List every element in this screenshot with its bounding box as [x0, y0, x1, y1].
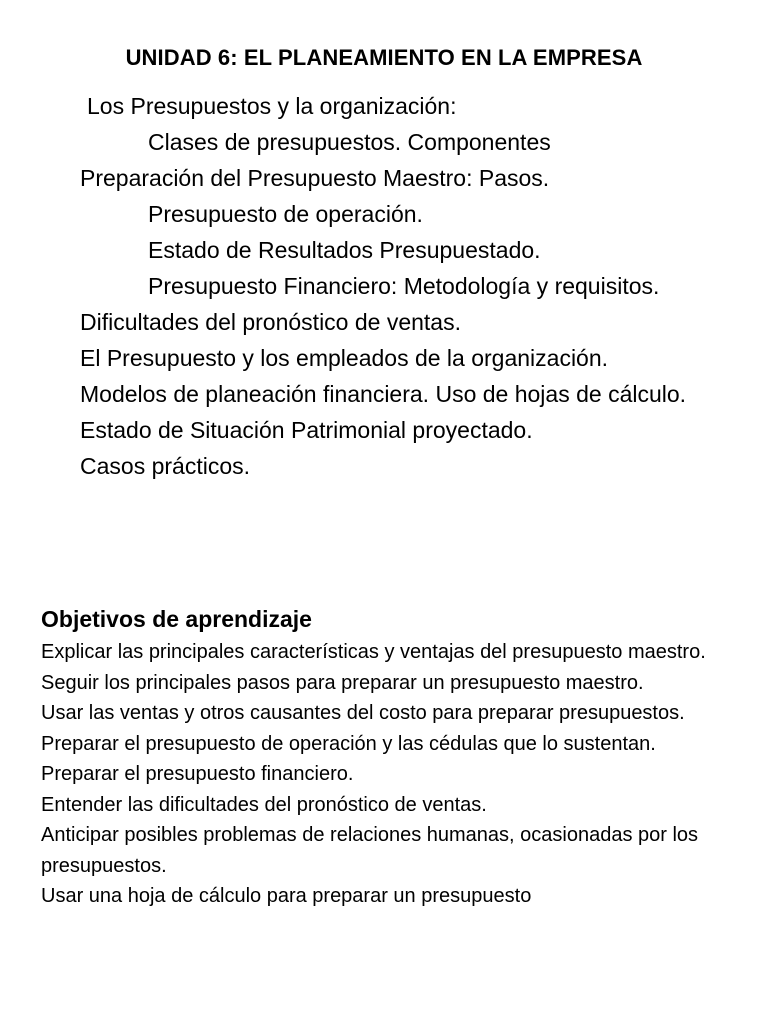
contents-item: Dificultades del pronóstico de ventas. — [80, 309, 461, 335]
objective-item: Anticipar posibles problemas de relaciones humanas, ocasionadas por los presupuestos. — [41, 824, 699, 877]
objectives-list — [41, 637, 741, 912]
objective-item: Usar una hoja de cálculo para preparar un presupuesto — [41, 885, 532, 907]
objective-item: Preparar el presupuesto financiero. — [41, 763, 354, 785]
objective-item: Entender las dificultades del pronóstico de ventas. — [41, 793, 487, 816]
contents-item: Modelos de planeación financiera. Uso de hojas de cálculo. — [80, 381, 687, 407]
contents-item: Presupuesto de operación. — [148, 201, 423, 227]
objectives-heading: Objetivos de aprendizaje — [41, 606, 312, 632]
contents-item: Los Presupuestos y la organización: — [87, 93, 457, 119]
objective-item: Preparar el presupuesto de operación y las cédulas que lo sustentan. — [41, 732, 656, 755]
unit-contents-list — [80, 88, 740, 484]
contents-item: Casos prácticos. — [80, 453, 251, 479]
objective-item: Usar las ventas y otros causantes del costo para preparar presupuestos. — [41, 702, 685, 724]
contents-item: Estado de Resultados Presupuestado. — [148, 237, 541, 263]
objective-item: Seguir los principales pasos para preparar un presupuesto maestro. — [41, 671, 644, 694]
page-title: UNIDAD 6: EL PLANEAMIENTO EN LA EMPRESA — [125, 45, 643, 70]
contents-item: El Presupuesto y los empleados de la organización. — [80, 345, 609, 371]
contents-item: Clases de presupuestos. Componentes — [148, 129, 551, 155]
contents-item: Estado de Situación Patrimonial proyectado. — [80, 417, 533, 443]
contents-item: Presupuesto Financiero: Metodología y requisitos. — [148, 273, 660, 299]
objective-item: Explicar las principales características y ventajas del presupuesto maestro. — [41, 641, 706, 663]
contents-item: Preparación del Presupuesto Maestro: Pasos. — [80, 165, 550, 191]
